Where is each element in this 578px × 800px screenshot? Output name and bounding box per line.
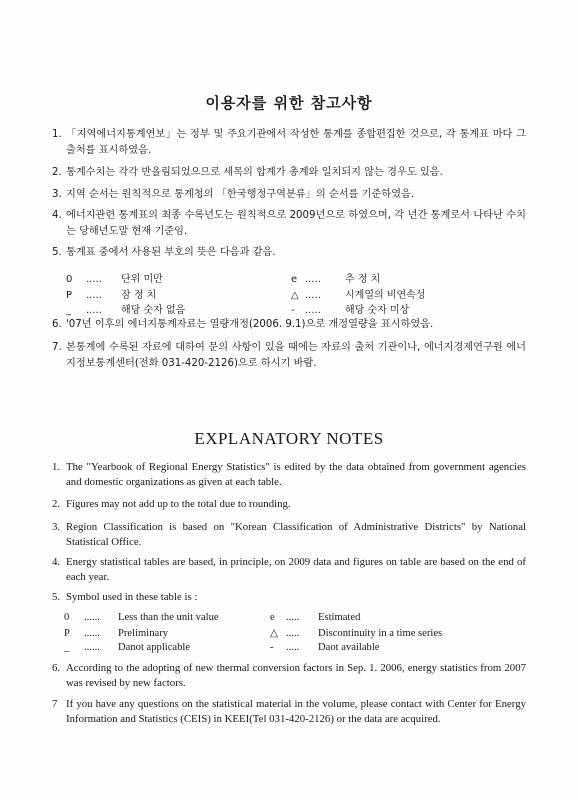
english-note-1: 1. The "Yearbook of Regional Energy Statistics" is edited by the data obtained from government agencies and domestic organizations as given at each table. [52,461,526,488]
english-symbol-row-3: _ ...... Danot applicable - ..... Daot available [64,642,380,653]
korean-note-6: 6. '07년 이후의 에너지통계자료는 열량개정(2006. 9.1)으로 개정열량을 표시하였음. [52,319,434,330]
english-note-6: 6. According to the adopting of new thermal conversion factors in Sep. 1. 2006, energy statistics from 2007 was revised by new factors. [52,662,526,689]
english-note-5: 5. Symbol used in these table is : [52,591,198,603]
korean-symbol-row-1: 0 ..... 단위 미만 e ..... 추 정 치 [66,274,381,285]
korean-note-3: 3. 지역 순서는 원칙적으로 통계청의 「한국행정구역분류」의 순서를 기준하였음. [52,189,415,200]
english-note-3: 3. Region Classification is based on "Korean Classification of Administrative Districts" by National Statistical Office. [52,521,526,548]
english-symbol-row-1: 0 ...... Less than the unit value e ..... Estimated [64,612,361,623]
korean-title: 이용자를 위한 참고사항 [205,94,373,112]
english-title: EXPLANATORY NOTES [194,429,384,448]
english-symbol-row-2: P ...... Preliminary △ ..... Discontinuity in a time series [64,628,443,639]
english-note-4: 4. Energy statistical tables are based, in principle, on 2009 data and figures on table are based on the end of each year. [52,556,526,583]
korean-note-4: 4. 에너지관련 통계표의 최종 수록년도는 원칙적으로 2009년으로 하였으며, 각 년간 통계로서 나타난 수치는 당해년도말 현재 기준임. [52,210,526,237]
korean-symbol-row-3: _ ..... 해당 숫자 없음 - ..... 해당 숫자 미상 [66,305,410,316]
english-note-7: 7 If you have any questions on the statistical material in the volume, please contact with Center for Energy Information and Statistics (CEIS) in KEEI(Tel 031-420-2126) or the data are acquired. [52,698,526,725]
korean-symbol-row-2: P ..... 잠 정 치 △ ..... 시계열의 비연속성 [66,290,426,301]
english-note-2: 2. Figures may not add up to the total due to rounding. [52,498,291,510]
korean-note-2: 2. 통계수치는 각각 반올림되었으므로 세목의 합계가 총계와 일치되지 않는 경우도 있음. [52,167,443,178]
korean-note-5: 5. 통계표 중에서 사용된 부호의 뜻은 다음과 같음. [52,247,276,258]
korean-note-7: 7. 본통계에 수록된 자료에 대하여 문의 사항이 있을 때에는 자료의 출처 기관이나, 에너지경제연구원 에너지정보통계센터(전화 031-420-2126)으로 하시기 바람. [52,342,526,369]
korean-note-1: 1. 「지역에너지통계연보」는 정부 및 주요기관에서 작성한 통계를 종합편집한 것으로, 각 통계표 마다 그 출처를 표시하였음. [52,129,526,156]
